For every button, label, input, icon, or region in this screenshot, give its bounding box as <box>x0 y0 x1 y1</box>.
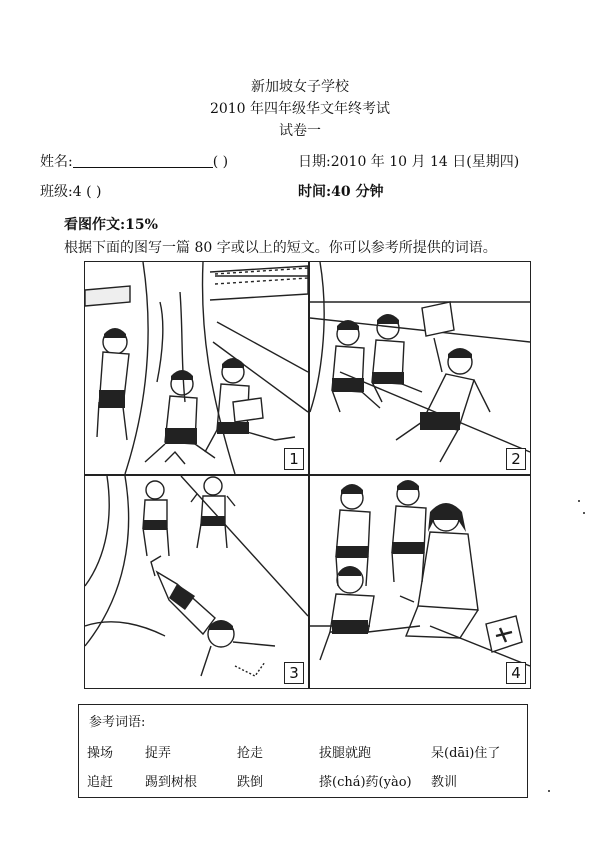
vocab-word: 跌倒 <box>237 775 264 790</box>
scan-speck <box>548 790 550 792</box>
paper-title: 试卷一 <box>279 123 321 139</box>
date-label: 日期: <box>298 154 331 170</box>
panel-4-drawing <box>310 476 530 688</box>
panel-4-number: 4 <box>506 662 526 684</box>
vocabulary-box <box>78 704 528 798</box>
vocab-word: 搽(chá)药(yào) <box>319 775 412 790</box>
picture-panel-2 <box>309 261 531 475</box>
vocab-word: 拔腿就跑 <box>319 746 372 761</box>
task-title: 看图作文:15% <box>64 217 158 233</box>
name-row <box>40 151 228 171</box>
vocab-word: 呆(dāi)住了 <box>431 746 501 761</box>
date-row <box>298 151 519 171</box>
vocab-word: 操场 <box>87 746 114 761</box>
class-label: 班级: <box>40 184 73 200</box>
vocabulary-title: 参考词语: <box>89 715 146 730</box>
panel-2-drawing <box>310 262 530 474</box>
time-value: 40 分钟 <box>331 184 384 200</box>
panel-1-drawing <box>85 262 308 474</box>
name-label: 姓名: <box>40 154 73 170</box>
panel-3-number: 3 <box>284 662 304 684</box>
class-value: 4 ( ) <box>72 184 102 200</box>
panel-3-drawing <box>85 476 308 688</box>
panel-1-number: 1 <box>284 448 304 470</box>
scan-speck <box>578 500 580 502</box>
class-row <box>40 181 101 201</box>
vocab-word: 捉弄 <box>145 746 172 761</box>
picture-panel-3 <box>84 475 309 689</box>
panel-2-number: 2 <box>506 448 526 470</box>
picture-panel-4 <box>309 475 531 689</box>
name-paren: ( ) <box>212 154 229 170</box>
vocab-word: 教训 <box>431 775 458 790</box>
date-value: 2010 年 10 月 14 日(星期四) <box>330 154 520 170</box>
name-blank <box>73 153 213 168</box>
school-name: 新加坡女子学校 <box>251 79 349 95</box>
picture-panel-1 <box>84 261 309 475</box>
vocab-word: 抢走 <box>237 746 264 761</box>
vocab-word: 踢到树根 <box>145 775 198 790</box>
exam-title: 2010 年四年级华文年终考试 <box>209 101 391 117</box>
time-row <box>298 181 384 201</box>
task-instruction: 根据下面的图写一篇 80 字或以上的短文。你可以参考所提供的词语。 <box>64 240 497 256</box>
time-label: 时间: <box>298 184 332 200</box>
vocab-word: 追赶 <box>87 775 114 790</box>
scan-speck <box>583 512 585 514</box>
